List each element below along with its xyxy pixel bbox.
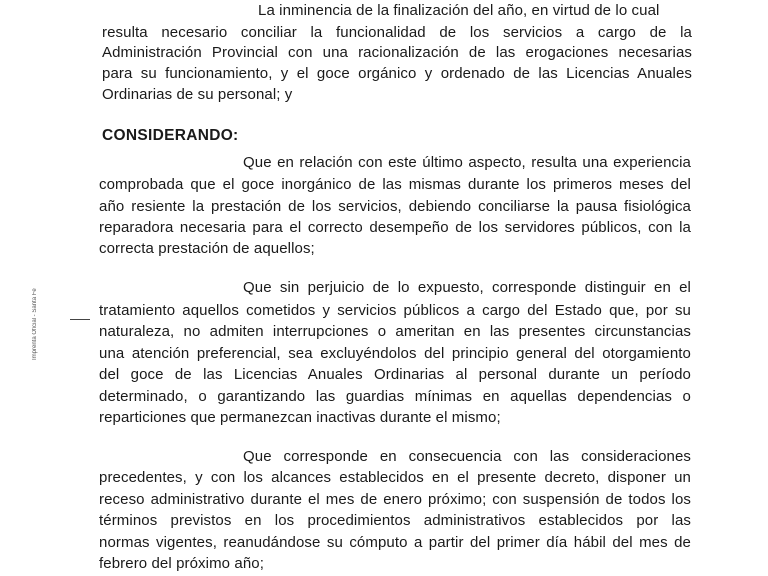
text-line: febrero del próximo año; — [99, 555, 264, 572]
text-line: reparadora necesaria para el correcto desempeño de los servidores públicos, con la — [99, 219, 691, 236]
text-line: determinado, o garantizando las guardias mínimas en aquellas dependencias o — [99, 388, 691, 405]
text-line: del goce de las Licencias Anuales Ordinarias al personal durante un período — [99, 366, 691, 383]
text-line: términos previstos en los procedimientos administrativos establecidos por las — [99, 512, 691, 529]
text-line: reparticiones que permanezcan inactivas durante el mismo; — [99, 409, 501, 426]
text-line: Que en relación con este último aspecto, resulta una experiencia — [243, 154, 691, 171]
text-line: Ordinarias de su personal; y — [102, 86, 293, 103]
text-line: resulta necesario conciliar la funcionalidad de los servicios a cargo de la — [102, 24, 692, 41]
text-line: una atención preferencial, sea excluyéndolos del principio general del otorgamiento — [99, 345, 691, 362]
margin-dash — [70, 319, 90, 320]
text-line: Administración Provincial con una racionalización de las erogaciones necesarias — [102, 44, 692, 61]
text-line: tratamiento aquellos cometidos y servicios públicos a cargo del Estado que, por su — [99, 302, 691, 319]
text-line: comprobada que el goce inorgánico de las mismas durante los primeros meses del — [99, 176, 691, 193]
considerando-heading: CONSIDERANDO: — [102, 127, 239, 144]
text-line: La inminencia de la finalización del año, en virtud de lo cual — [258, 2, 660, 19]
text-line: Que corresponde en consecuencia con las consideraciones — [243, 448, 691, 465]
text-line: receso administrativo durante el mes de enero próximo; con suspensión de todos los — [99, 491, 691, 508]
text-line: precedentes, y con los alcances establecidos en el presente decreto, disponer un — [99, 469, 691, 486]
side-imprint-text: Imprenta Oficial - Santa Fe — [32, 288, 38, 360]
text-line: Que sin perjuicio de lo expuesto, corresponde distinguir en el — [243, 279, 691, 296]
text-line: correcta prestación de aquellos; — [99, 240, 315, 257]
text-line: año resiente la prestación de los servicios, debiendo conciliarse la pausa fisiológica — [99, 198, 691, 215]
text-line: normas vigentes, reanudándose su cómputo a partir del primer día hábil del mes de — [99, 534, 691, 551]
text-line: para su funcionamiento, y el goce orgánico y ordenado de las Licencias Anuales — [102, 65, 692, 82]
text-line: naturaleza, no admiten interrupciones o ameritan en las presentes circunstancias — [99, 323, 691, 340]
